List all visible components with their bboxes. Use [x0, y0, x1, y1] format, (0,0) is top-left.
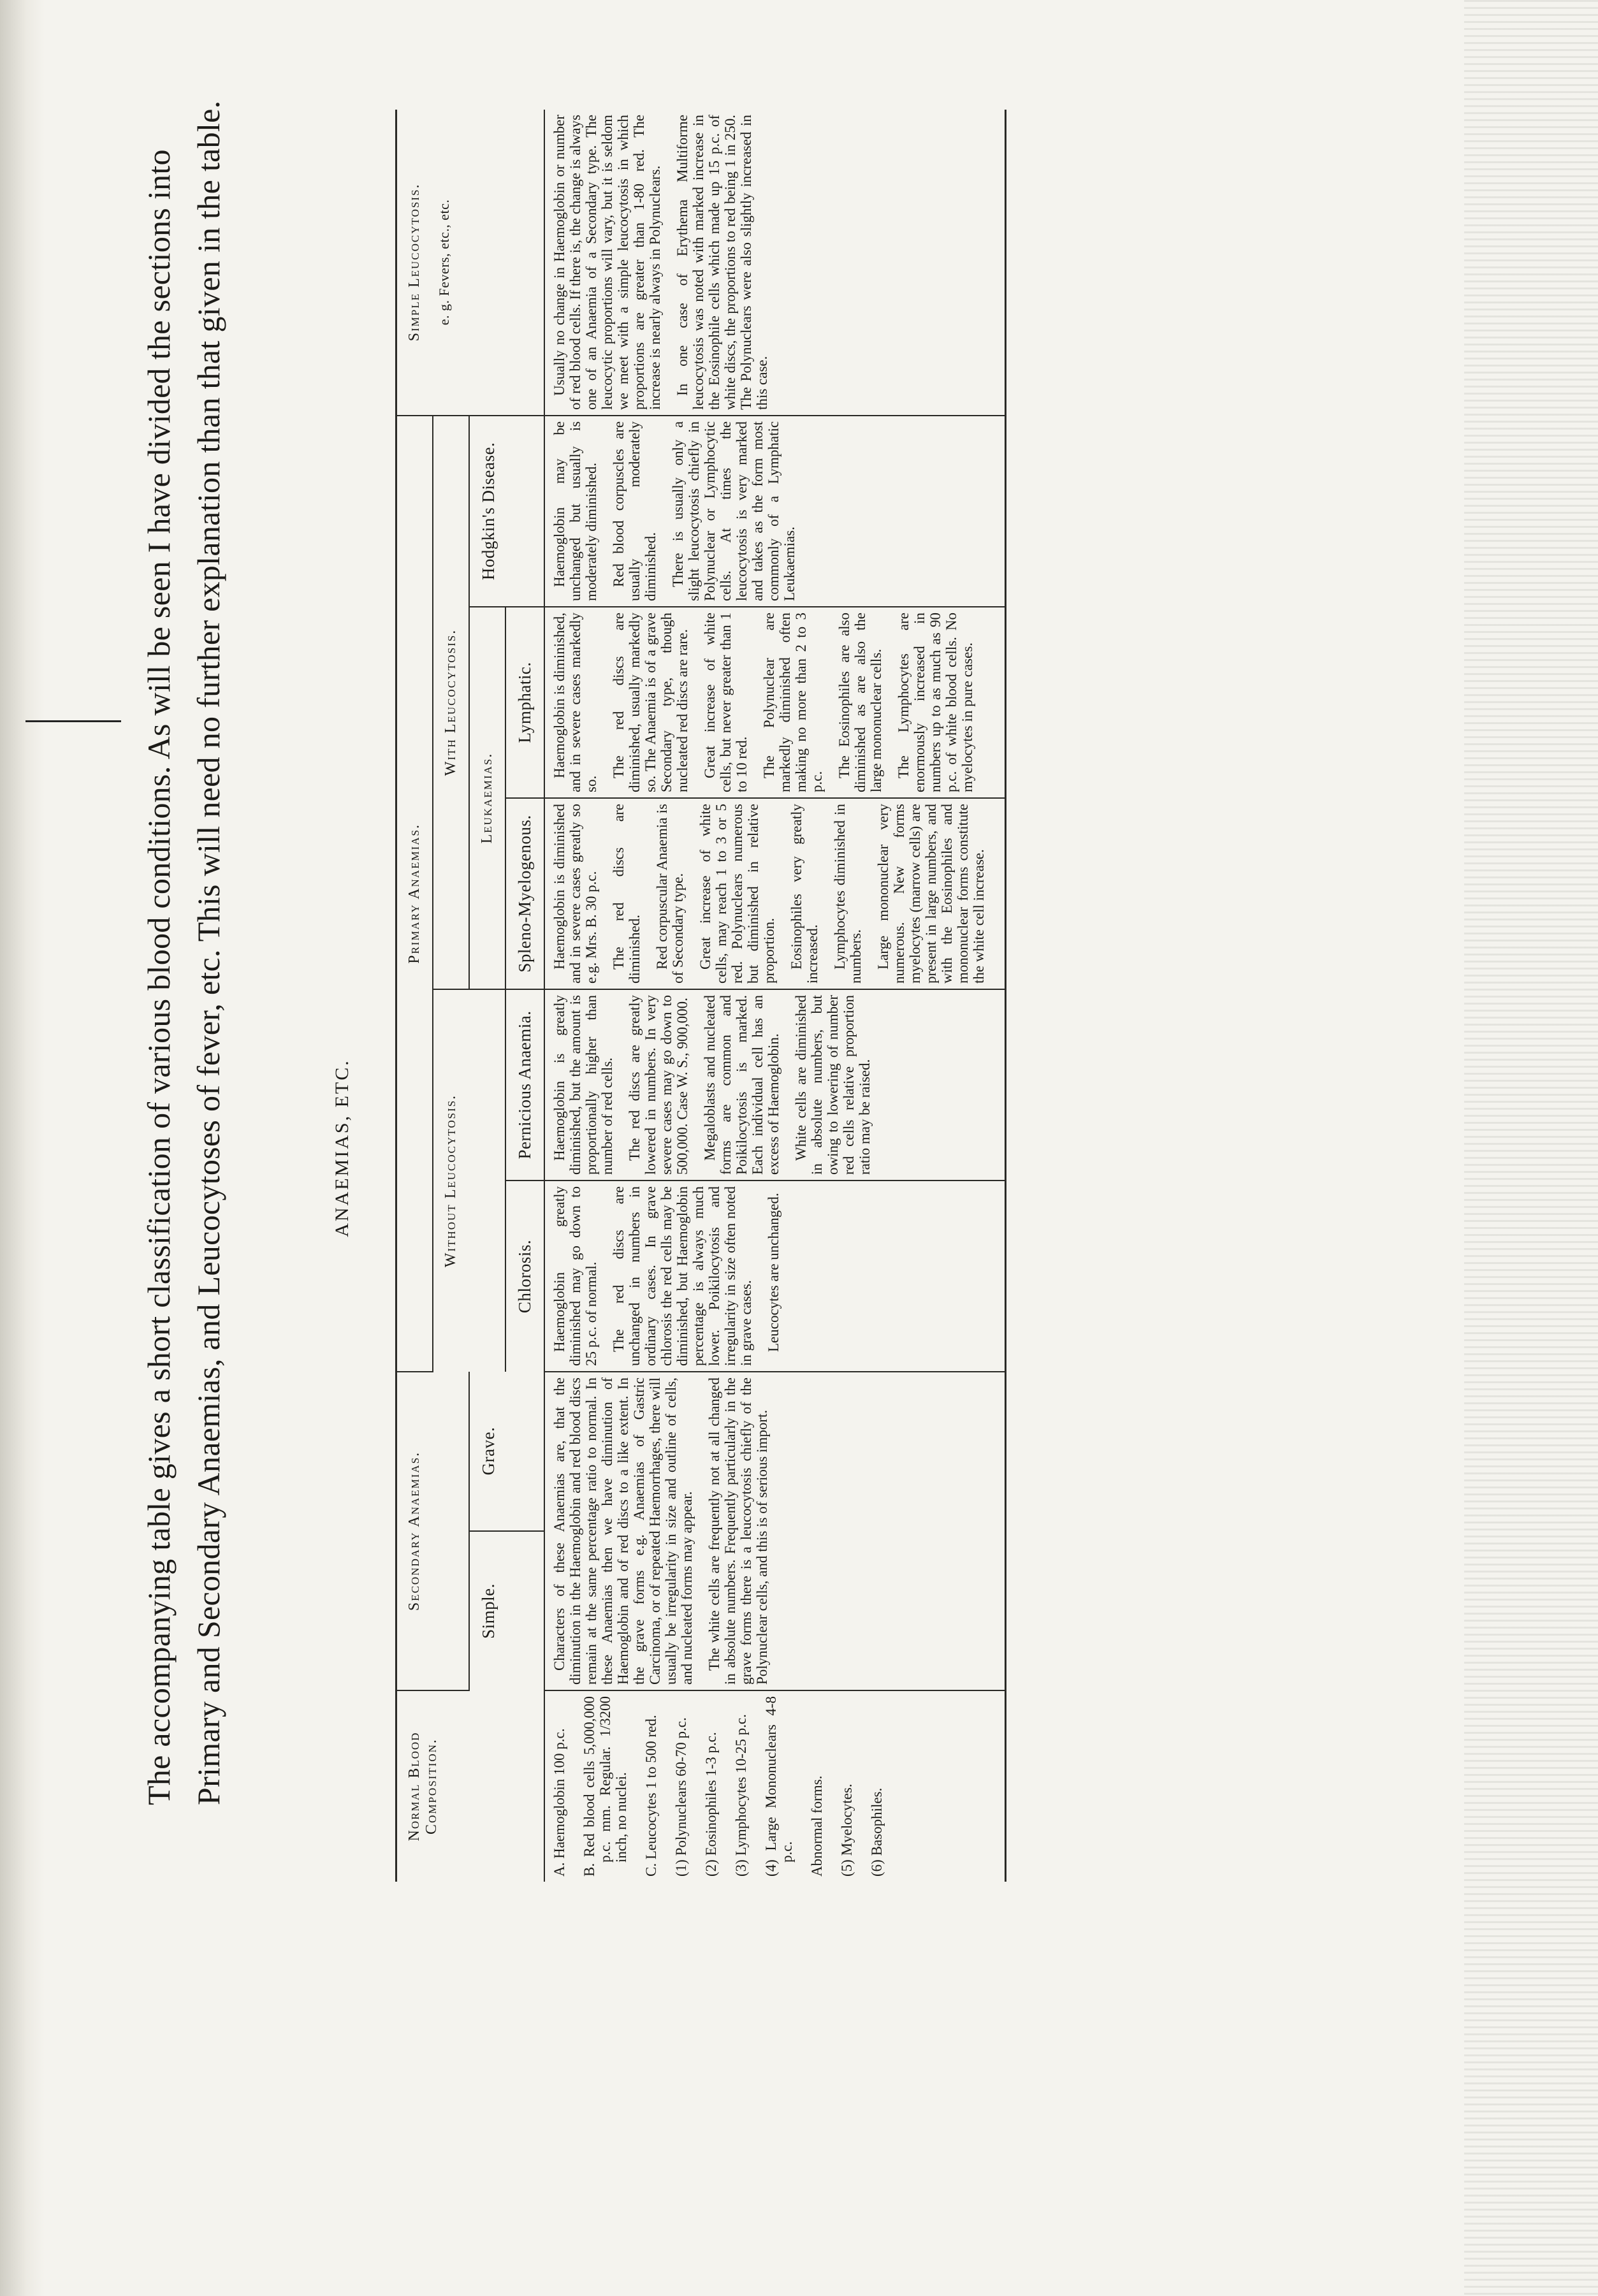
- spleno-paragraph: Eosinophiles very greatly increased.: [788, 804, 820, 984]
- header-lymphatic: Lymphatic.: [505, 607, 544, 798]
- simple-leucocytosis-paragraph: Usually no change in Haemoglobin or number of red blood cells. If there is, the change is always one of an Anaemia of a Secondary type. The leucocytic proportions will vary, but it is seldom we meet with a simple leucocytosis in which proportions are greater than 1-80 red. The increase is nearly always in Polynuclears.: [551, 114, 663, 410]
- chlorosis-paragraph: Leucocytes are unchanged.: [766, 1193, 781, 1352]
- hodgkin-paragraph: Red blood corpuscles are usually moderately diminished.: [611, 421, 658, 601]
- lymphatic-paragraph: Haemoglobin is diminished, and in severe cases markedly so.: [551, 612, 599, 792]
- simple-leucocytosis-paragraph: In one case of Erythema Multiforme leucocytosis was noted with marked increase in the Eosinophile cells which made up 15 p.c. of white discs, the proportions to red being 1 in 250. The Polynuclears were also slightly increased in this case.: [674, 114, 770, 410]
- spleno-paragraph: Red corpuscular Anaemia is of Secondary type.: [654, 804, 686, 984]
- header-leukaemias: Leukaemias.: [469, 607, 505, 989]
- secondary-paragraph: The white cells are frequently not at all changed in absolute numbers. Frequently particularly in the grave forms there is a leucocytosis chiefly of the Polynuclear cells, and this is of serious import.: [706, 1377, 770, 1685]
- chlorosis-paragraph: The red discs are unchanged in numbers in ordinary cases. In grave chlorosis the red cells may be diminished, but Haemoglobin percentage is always much lower. Poikilocytosis and irregularity in size often noted in grave cases.: [611, 1186, 754, 1366]
- lymphatic-paragraph: The Lymphocytes are enormously increased in numbers up to as much as 90 p.c. of white blood cells. No myelocytes in pure cases.: [896, 613, 975, 792]
- header-without-leucocytosis: Without Leucocytosis.: [433, 989, 505, 1372]
- normal-item: (4) Large Mononuclears 4-8 p.c.: [763, 1696, 795, 1877]
- table-heading: ANAEMIAS, ETC.: [331, 1059, 352, 1237]
- classification-table-wrap: [395, 110, 1006, 1882]
- normal-item: (5) Myelocytes.: [839, 1784, 855, 1877]
- normal-item: (1) Polynuclears 60-70 p.c.: [673, 1717, 689, 1877]
- pernicious-paragraph: The red discs are greatly lowered in numbers. In very severe cases may go down to 500,000. Case W. S., 900,000.: [627, 995, 690, 1175]
- header-chlorosis: Chlorosis.: [505, 1181, 544, 1372]
- spleno-paragraph: Lymphocytes diminished in numbers.: [832, 804, 864, 984]
- spleno-paragraph: Haemoglobin is diminished and in severe cases greatly so e.g. Mrs. B. 30 p.c.: [551, 804, 599, 984]
- lymphatic-paragraph: Great increase of white cells, but never greater than 1 to 10 red.: [702, 613, 750, 792]
- cell-pernicious: [544, 989, 1006, 1181]
- normal-item: (2) Eosinophiles 1-3 p.c.: [703, 1732, 719, 1877]
- header-secondary-simple: Simple.: [469, 1531, 544, 1690]
- lymphatic-paragraph: The Eosinophiles are also diminished as are also the large mononuclear cells.: [836, 613, 884, 792]
- intro-line-1: The accompanying table gives a short classification of various blood conditions. As will be seen I have divided the sections into: [141, 149, 177, 1805]
- intro-line-2: Primary and Secondary Anaemias, and Leucocytoses of fever, etc. This will need no further explanation than that given in the table.: [191, 100, 226, 1805]
- cell-secondary-anaemias: [544, 1372, 1006, 1690]
- normal-item: B. Red blood cells 5,000,000 p.c. mm. Regular. 1/3200 inch, no nuclei.: [581, 1696, 629, 1877]
- hodgkin-paragraph: There is usually only a slight leucocytosis chiefly in Polynuclear or Lymphocytic cells. At times the leucocytosis is very marked and takes as the form most commonly of a Lymphatic Leukaemias.: [670, 421, 797, 601]
- lymphatic-paragraph: The red discs are diminished, usually markedly so. The Anaemia is of a grave Secondary type, though nucleated red discs are rare.: [611, 613, 690, 792]
- normal-item: (3) Lymphocytes 10-25 p.c.: [733, 1714, 749, 1877]
- normal-item: Abnormal forms.: [809, 1775, 825, 1877]
- spleno-paragraph: Large mononuclear very numerous. New forms myelocytes (marrow cells) are present in large numbers, and with the Eosinophiles and mononuclear forms constitute the white cell increase.: [875, 804, 987, 984]
- header-secondary-anaemias: Secondary Anaemias.: [396, 1372, 470, 1690]
- classification-table: [395, 110, 1006, 1882]
- header-secondary-grave: Grave.: [469, 1372, 544, 1531]
- header-primary-anaemias: Primary Anaemias.: [396, 416, 433, 1372]
- cell-simple-leucocytosis: [544, 110, 1006, 416]
- spleno-paragraph: The red discs are diminished.: [611, 804, 643, 984]
- header-spleno-myelogenous: Spleno-Myelogenous.: [505, 798, 544, 989]
- normal-item: (6) Basophiles.: [869, 1787, 885, 1877]
- spleno-paragraph: Great increase of white cells, may reach 1 to 3 or 5 red. Polynuclears numerous but diminished in relative proportion.: [697, 804, 777, 984]
- pernicious-paragraph: Haemoglobin is greatly diminished, but the amount is proportionally higher than number of red cells.: [551, 995, 615, 1175]
- header-simple-leucocytosis-note: e. g. Fevers, etc., etc.: [436, 199, 452, 326]
- hodgkin-paragraph: Haemoglobin may be unchanged but usually is moderately diminished.: [551, 421, 599, 601]
- chlorosis-paragraph: Haemoglobin greatly diminished may go down to 25 p.c. of normal.: [551, 1186, 599, 1366]
- intro-paragraph: [134, 84, 233, 1805]
- header-simple-leucocytosis-label: Simple Leucocytosis.: [406, 183, 423, 342]
- normal-item: C. Leucocytes 1 to 500 red.: [643, 1715, 659, 1877]
- cell-hodgkins: [544, 416, 1006, 607]
- pernicious-paragraph: White cells are diminished in absolute numbers, but owing to lowering of number red cells relative proportion ratio may be raised.: [793, 995, 873, 1175]
- header-normal-blood: [396, 1690, 545, 1882]
- cell-normal-blood: [544, 1690, 1006, 1882]
- header-pernicious: Pernicious Anaemia.: [505, 989, 544, 1181]
- lymphatic-paragraph: The Polynuclear are markedly diminished often making no more than 2 to 3 p.c.: [761, 613, 825, 792]
- cell-spleno-myelogenous: [544, 798, 1006, 989]
- header-with-leucocytosis: With Leucocytosis.: [433, 416, 469, 989]
- secondary-paragraph: Characters of these Anaemias are, that the diminution in the Haemoglobin and red blood discs remain at the same percentage ratio to normal. In these Anaemias then we have diminution of Haemoglobin and of red discs to a like extent. In the grave forms e.g. Anaemias of Gastric Carcinoma, or of repeated Haemorrhages, there will usually be irregularity in size and outline of cells, and nucleated forms may appear.: [551, 1377, 695, 1685]
- cell-lymphatic: [544, 607, 1006, 798]
- normal-item: A. Haemoglobin 100 p.c.: [551, 1728, 567, 1877]
- cell-chlorosis: [544, 1181, 1006, 1372]
- header-normal-blood-label: Normal Blood Composition.: [406, 1731, 440, 1842]
- header-hodgkins: Hodgkin's Disease.: [469, 416, 544, 607]
- pernicious-paragraph: Megaloblasts and nucleated forms are common and Poikilocytosis is marked. Each individual cell has an excess of Haemoglobin.: [702, 995, 781, 1175]
- table-row: [544, 110, 1006, 1882]
- header-simple-leucocytosis: [396, 110, 545, 416]
